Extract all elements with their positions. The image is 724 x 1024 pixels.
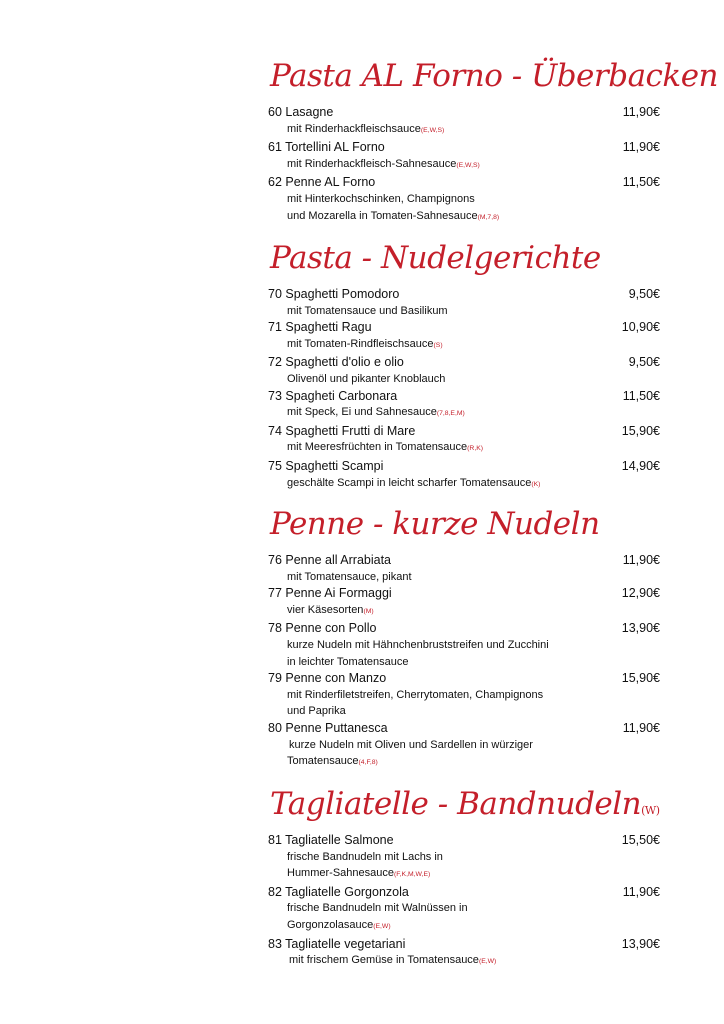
menu-item — [268, 354, 660, 387]
menu-item — [268, 620, 660, 670]
item-description: mit Rinderfiletstreifen, Cherrytomaten, Champignons — [287, 688, 544, 701]
item-name: 60 Lasagne — [268, 105, 334, 119]
allergen-codes: (E,W,S) — [456, 161, 480, 169]
item-description: mit Tomatensauce und Basilikum — [287, 304, 448, 317]
item-price: 9,50€ — [628, 287, 660, 301]
item-name: 82 Tagliatelle Gorgonzola — [268, 884, 409, 899]
item-name: 78 Penne con Pollo — [268, 621, 377, 636]
allergen-codes: (E,W) — [478, 958, 497, 966]
item-price: 9,50€ — [628, 355, 660, 370]
item-description: mit Rinderhackfleischsauce(E,W,S) — [287, 122, 445, 135]
section-heading: Penne - kurze Nudeln — [270, 506, 600, 542]
allergen-codes: (K) — [531, 480, 541, 488]
heading-allergen-codes: (W) — [641, 804, 660, 817]
item-description: kurze Nudeln mit Oliven und Sardellen in würziger — [289, 738, 533, 751]
allergen-codes: (4,F,8) — [358, 759, 378, 767]
item-description: vier Käsesorten(M) — [287, 603, 374, 616]
menu-item — [268, 832, 660, 884]
section-heading: Pasta AL Forno - Überbacken — [270, 58, 719, 94]
item-price: 13,90€ — [621, 621, 660, 636]
item-price: 13,90€ — [621, 936, 660, 951]
allergen-codes: (M) — [363, 607, 374, 615]
item-price: 11,50€ — [622, 175, 660, 190]
allergen-codes: (R,K) — [467, 445, 484, 453]
item-name: 72 Spaghetti d'olio e olio — [268, 355, 404, 370]
item-price: 11,90€ — [622, 720, 660, 735]
item-name: 81 Tagliatelle Salmone — [268, 833, 394, 847]
item-price: 11,90€ — [622, 140, 660, 155]
menu-item — [268, 585, 660, 620]
allergen-codes: (S) — [433, 341, 443, 349]
item-description: frische Bandnudeln mit Lachs in — [287, 850, 443, 863]
item-description-line2: Gorgonzolasauce(E,W) — [287, 918, 391, 931]
item-price: 10,90€ — [621, 320, 660, 335]
menu-item — [268, 388, 660, 423]
item-description: mit Speck, Ei und Sahnesauce(7,8,E,M) — [287, 406, 465, 419]
menu-item — [268, 670, 660, 720]
item-name: 77 Penne Ai Formaggi — [268, 586, 392, 601]
item-description: mit Rinderhackfleisch-Sahnesauce(E,W,S) — [287, 157, 480, 170]
item-description-line2: Hummer-Sahnesauce(F,K,M,W,E) — [287, 867, 431, 880]
menu-item — [268, 319, 660, 354]
section-pasta-al-forno — [268, 57, 719, 226]
item-name: 70 Spaghetti Pomodoro — [268, 287, 400, 301]
item-price: 11,90€ — [622, 553, 660, 567]
item-name: 74 Spaghetti Frutti di Mare — [268, 423, 416, 438]
item-description: mit Meeresfrüchten in Tomatensauce(R,K) — [287, 441, 484, 454]
item-price: 11,90€ — [622, 105, 660, 119]
menu-item — [268, 423, 660, 458]
item-name: 62 Penne AL Forno — [268, 175, 376, 190]
item-description: Olivenöl und pikanter Knoblauch — [287, 372, 446, 385]
section-penne — [268, 505, 660, 772]
item-description: mit Tomaten-Rindfleischsauce(S) — [287, 337, 443, 350]
menu-item — [268, 139, 660, 174]
item-name: 76 Penne all Arrabiata — [268, 553, 392, 567]
item-description: mit Hinterkochschinken, Champignons — [287, 192, 475, 205]
allergen-codes: (M,7,8) — [477, 213, 500, 221]
menu-item — [268, 720, 660, 772]
menu-item — [268, 552, 660, 585]
item-name: 71 Spaghetti Ragu — [268, 320, 372, 335]
item-name: 75 Spaghetti Scampi — [268, 458, 384, 473]
allergen-codes: (7,8,E,M) — [436, 410, 465, 418]
menu-item — [268, 286, 660, 319]
menu-item — [268, 174, 660, 226]
item-price: 14,90€ — [621, 458, 660, 473]
item-name: 80 Penne Puttanesca — [268, 720, 388, 735]
section-heading: Tagliatelle - Bandnudeln(W) — [270, 786, 660, 822]
item-description: mit Tomatensauce, pikant — [287, 570, 412, 583]
menu-item — [268, 936, 660, 971]
item-price: 15,90€ — [621, 423, 660, 438]
item-description: geschälte Scampi in leicht scharfer Tomatensauce(K) — [287, 476, 541, 489]
item-description: mit frischem Gemüse in Tomatensauce(E,W) — [289, 954, 497, 967]
item-description-line2: Tomatensauce(4,F,8) — [287, 755, 378, 768]
item-description: frische Bandnudeln mit Walnüssen in — [287, 902, 468, 915]
allergen-codes: (E,W,S) — [420, 126, 445, 134]
item-price: 12,90€ — [621, 586, 660, 601]
item-name: 61 Tortellini AL Forno — [268, 140, 385, 155]
menu-item — [268, 884, 660, 936]
item-price: 15,90€ — [621, 671, 660, 686]
item-name: 83 Tagliatelle vegetariani — [268, 936, 406, 951]
section-heading: Pasta - Nudelgerichte — [270, 240, 601, 276]
allergen-codes: (E,W) — [373, 922, 391, 930]
item-description-line2: und Paprika — [287, 705, 346, 718]
item-name: 73 Spagheti Carbonara — [268, 388, 398, 403]
item-price: 15,50€ — [621, 833, 660, 847]
section-tagliatelle — [268, 785, 660, 971]
menu-item — [268, 458, 660, 493]
menu-item — [268, 104, 660, 139]
item-description: kurze Nudeln mit Hähnchenbruststreifen und Zucchini — [287, 638, 549, 651]
item-description-line2: in leichter Tomatensauce — [287, 655, 409, 668]
item-price: 11,50€ — [622, 388, 660, 403]
section-pasta-nudelgerichte — [268, 239, 660, 493]
allergen-codes: (F,K,M,W,E) — [394, 871, 431, 879]
item-description-line2: und Mozarella in Tomaten-Sahnesauce(M,7,8) — [287, 209, 500, 222]
item-price: 11,90€ — [622, 884, 660, 899]
item-name: 79 Penne con Manzo — [268, 671, 387, 686]
